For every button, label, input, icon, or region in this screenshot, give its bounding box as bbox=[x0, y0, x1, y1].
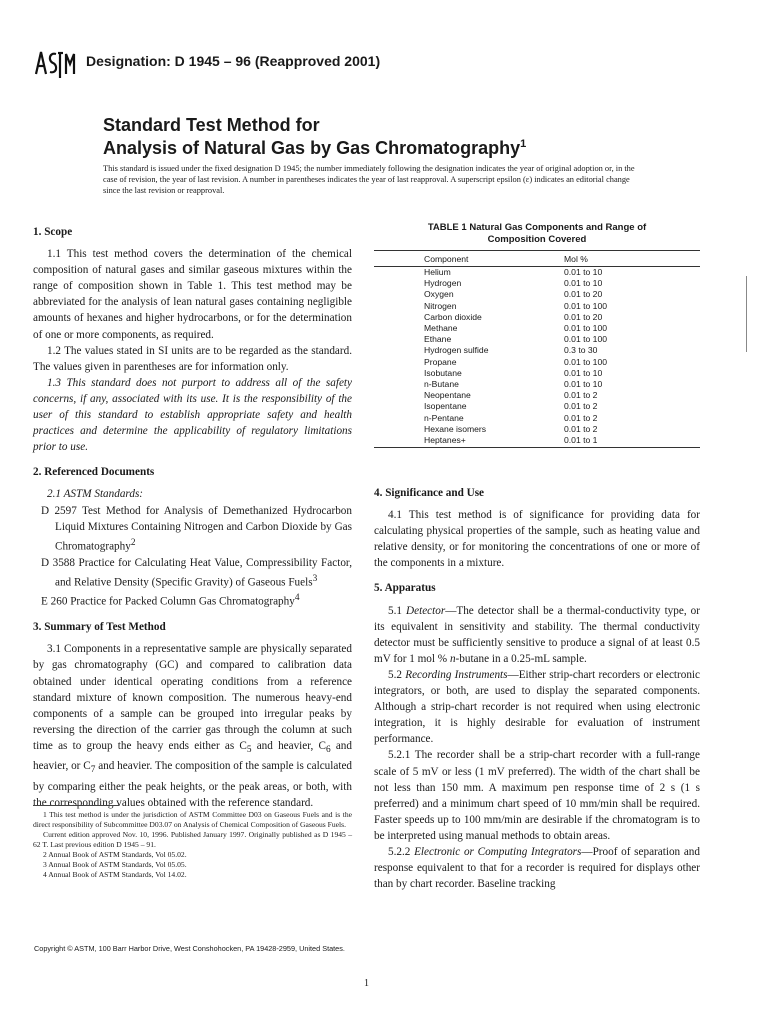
footnote-1-edition: Current edition approved Nov. 10, 1996. Published January 1997. Originally published as D 1945 – 62 T. Last previous edition D 1945 – 91. bbox=[33, 830, 352, 849]
table-row bbox=[374, 323, 700, 334]
footnotes bbox=[33, 810, 352, 880]
table-row bbox=[374, 390, 700, 401]
issued-note: This standard is issued under the fixed designation D 1945; the number immediately following the designation indicates the year of original adoption or, in the case of revision, the year of last revision. A number in parentheses indicates the year of last reapproval. A superscript epsilon (ε) indicates an editorial change since the last revision or reapproval. bbox=[103, 164, 635, 195]
document-title bbox=[103, 116, 526, 158]
mol-percent-cell: 0.01 to 2 bbox=[564, 423, 598, 434]
component-cell: Methane bbox=[424, 323, 458, 334]
mol-percent-cell: 0.01 to 2 bbox=[564, 412, 598, 423]
component-cell: Helium bbox=[424, 267, 451, 277]
footnote-4: 4 Annual Book of ASTM Standards, Vol 14.02. bbox=[43, 870, 187, 879]
column-header-component: Component bbox=[374, 251, 564, 267]
left-column bbox=[33, 224, 352, 811]
copyright: Copyright © ASTM, 100 Barr Harbor Drive, West Conshohocken, PA 19428-2959, United States. bbox=[34, 944, 345, 953]
component-cell: n-Butane bbox=[424, 379, 459, 390]
title-line-2: Analysis of Natural Gas by Gas Chromatography$^1$ bbox=[103, 138, 527, 158]
mol-percent-cell: 0.01 to 10 bbox=[564, 367, 603, 378]
component-cell: Carbon dioxide bbox=[424, 311, 482, 322]
section-4-heading: 4. Significance and Use bbox=[374, 487, 485, 499]
section-5-heading: 5. Apparatus bbox=[374, 582, 436, 595]
component-cell: Propane bbox=[424, 356, 457, 367]
table-caption: TABLE 1 Natural Gas Components and Range of Composition Covered bbox=[427, 222, 647, 245]
table-row bbox=[374, 334, 700, 345]
table-row bbox=[374, 368, 700, 379]
mol-percent-cell: 0.01 to 2 bbox=[564, 390, 598, 401]
table-row bbox=[374, 267, 700, 279]
section-3-heading: 3. Summary of Test Method bbox=[33, 621, 166, 634]
mol-percent-cell: 0.01 to 10 bbox=[564, 267, 603, 277]
column-header-mol-percent: Mol % bbox=[564, 251, 700, 267]
designation: Designation: D 1945 – 96 (Reapproved 2001) bbox=[86, 53, 381, 69]
footnote-2: 2 Annual Book of ASTM Standards, Vol 05.02. bbox=[43, 850, 187, 859]
margin-line bbox=[746, 276, 747, 352]
table-row bbox=[374, 301, 700, 312]
table-row bbox=[374, 357, 700, 368]
page-number: 1 bbox=[364, 978, 369, 989]
mol-percent-cell: 0.01 to 100 bbox=[564, 334, 608, 345]
mol-percent-cell: 0.3 to 30 bbox=[564, 345, 598, 356]
section-2-heading: 2. Referenced Documents bbox=[33, 466, 155, 479]
astm-logo bbox=[32, 44, 78, 86]
mol-percent-cell: 0.01 to 20 bbox=[564, 289, 603, 300]
component-cell: Isopentane bbox=[424, 401, 467, 412]
component-cell: n-Pentane bbox=[424, 412, 464, 423]
mol-percent-cell: 0.01 to 10 bbox=[564, 379, 603, 390]
table-1 bbox=[374, 222, 700, 448]
ref-d2597: D 2597 Test Method for Analysis of Demethanized Hydrocarbon Liquid Mixtures Containing Nitrogen and Carbon Dioxide by Gas Chromatography$^2$ bbox=[41, 504, 352, 553]
table-row bbox=[374, 345, 700, 356]
paragraph-4-1: 4.1 This test method is of significance for providing data for calculating physical properties of the sample, such as heating value and relative density, or for monitoring the concentrations of one or more of the components in a mixture. bbox=[374, 509, 700, 570]
table-row bbox=[374, 312, 700, 323]
title-footnote-marker: 1 bbox=[520, 138, 527, 150]
paragraph-1-3: 1.3 This standard does not purport to address all of the safety concerns, if any, associated with its use. It is the responsibility of the user of this standard to establish appropriate safety and health practices and determine the applicability of regulatory limitations prior to use. bbox=[33, 376, 352, 454]
footnote-rule bbox=[33, 805, 119, 806]
component-cell: Hydrogen sulfide bbox=[424, 345, 489, 356]
table-row bbox=[374, 435, 700, 448]
ref-d3588: D 3588 Practice for Calculating Heat Value, Compressibility Factor, and Relative Density (Specific Gravity) of Gaseous Fuels$^3$ bbox=[41, 556, 352, 589]
mol-percent-cell: 0.01 to 100 bbox=[564, 323, 608, 334]
section-1-heading: 1. Scope bbox=[33, 226, 73, 238]
component-cell: Isobutane bbox=[424, 367, 462, 378]
mol-percent-cell: 0.01 to 20 bbox=[564, 311, 603, 322]
component-cell: Oxygen bbox=[424, 289, 454, 300]
mol-percent-cell: 0.01 to 100 bbox=[564, 356, 608, 367]
component-cell: Neopentane bbox=[424, 390, 471, 401]
mol-percent-cell: 0.01 to 100 bbox=[564, 300, 608, 311]
paragraph-3-1: 3.1 Components in a representative sample are physically separated by gas chromatography (GC) and compared to calibration data obtained under identical operating conditions from a reference standard mixture of known composition. The numerous heavy-end components of a sample can be grouped into irregular peaks by reversing the direction of the carrier gas through the column at such time as to group the heavy ends either as $C_5$ and heavier, $C_6$ and heavier, or $C_7$ and heavier. The composition of the sample is calculated by comparing either the peak heights, or the peak areas, or both, with the corresponding values obtained with the reference standard. bbox=[33, 643, 352, 809]
mol-percent-cell: 0.01 to 2 bbox=[564, 401, 598, 412]
ref-e260: E 260 Practice for Packed Column Gas Chromatography$^4$ bbox=[41, 593, 300, 609]
title-line-1: Standard Test Method for bbox=[103, 115, 320, 135]
component-cell: Heptanes+ bbox=[374, 435, 564, 448]
table-row bbox=[374, 278, 700, 289]
mol-percent-cell: 0.01 to 1 bbox=[564, 435, 700, 448]
paragraph-1-2: 1.2 The values stated in SI units are to be regarded as the standard. The values given in parentheses are for information only. bbox=[33, 344, 352, 373]
component-cell: Hexane isomers bbox=[424, 423, 487, 434]
paragraph-5-2-2: 5.2.2 Electronic or Computing Integrators—Proof of separation and response equivalent to that for a recorder is required for displays other than by chart recorder. Baseline tracking bbox=[374, 845, 700, 891]
footnote-1: 1 This test method is under the jurisdiction of ASTM Committee D03 on Gaseous Fuels and is the direct responsibility of Subcommittee D03.07 on Analysis of Chemical Composition of Gaseous Fuels. bbox=[33, 810, 352, 829]
paragraph-5-2: 5.2 Recording Instruments—Either strip-chart recorders or electronic integrators, or both, are used to display the separated components. Although a strip-chart recorder is not required when using electronic integration, it is highly desirable for evaluation of instrument performance. bbox=[374, 668, 701, 746]
paragraph-1-1: 1.1 This test method covers the determination of the chemical composition of natural gases and similar gaseous mixtures within the range of composition shown in Table 1. This test method may be abbreviated for the analysis of lean natural gases containing negligible amounts of hexanes and higher hydrocarbons, or for the determination of one or more components, as required. bbox=[33, 248, 352, 341]
table-row bbox=[374, 424, 700, 435]
table-row bbox=[374, 379, 700, 390]
component-cell: Hydrogen bbox=[424, 278, 462, 289]
mol-percent-cell: 0.01 to 10 bbox=[564, 278, 603, 289]
component-cell: Nitrogen bbox=[424, 300, 457, 311]
right-column bbox=[374, 476, 700, 892]
component-cell: Ethane bbox=[424, 334, 452, 345]
table-row bbox=[374, 413, 700, 424]
astm-standards-label: 2.1 ASTM Standards: bbox=[47, 488, 144, 501]
footnote-3: 3 Annual Book of ASTM Standards, Vol 05.05. bbox=[43, 860, 187, 869]
paragraph-5-1: 5.1 Detector—The detector shall be a thermal-conductivity type, or its equivalent in sensitivity and stability. The thermal conductivity detector must be sufficiently sensitive to produce a signal of at least 0.5 mV for 1 mol % n-butane in a 0.25-mL sample. bbox=[374, 604, 701, 665]
table-row bbox=[374, 401, 700, 412]
paragraph-5-2-1: 5.2.1 The recorder shall be a strip-chart recorder with a full-range scale of 5 mV or less (1 mV preferred). The width of the chart shall be not less than 150 mm. A maximum pen response time of 2 s (1 s preferred) and a minimum chart speed of 10 mm/min shall be required. Faster speeds up to 100 mm/min are desirable if the chromatogram is to be interpreted using manual methods to obtain areas. bbox=[374, 749, 700, 842]
table-row bbox=[374, 289, 700, 300]
components-table bbox=[374, 250, 700, 448]
